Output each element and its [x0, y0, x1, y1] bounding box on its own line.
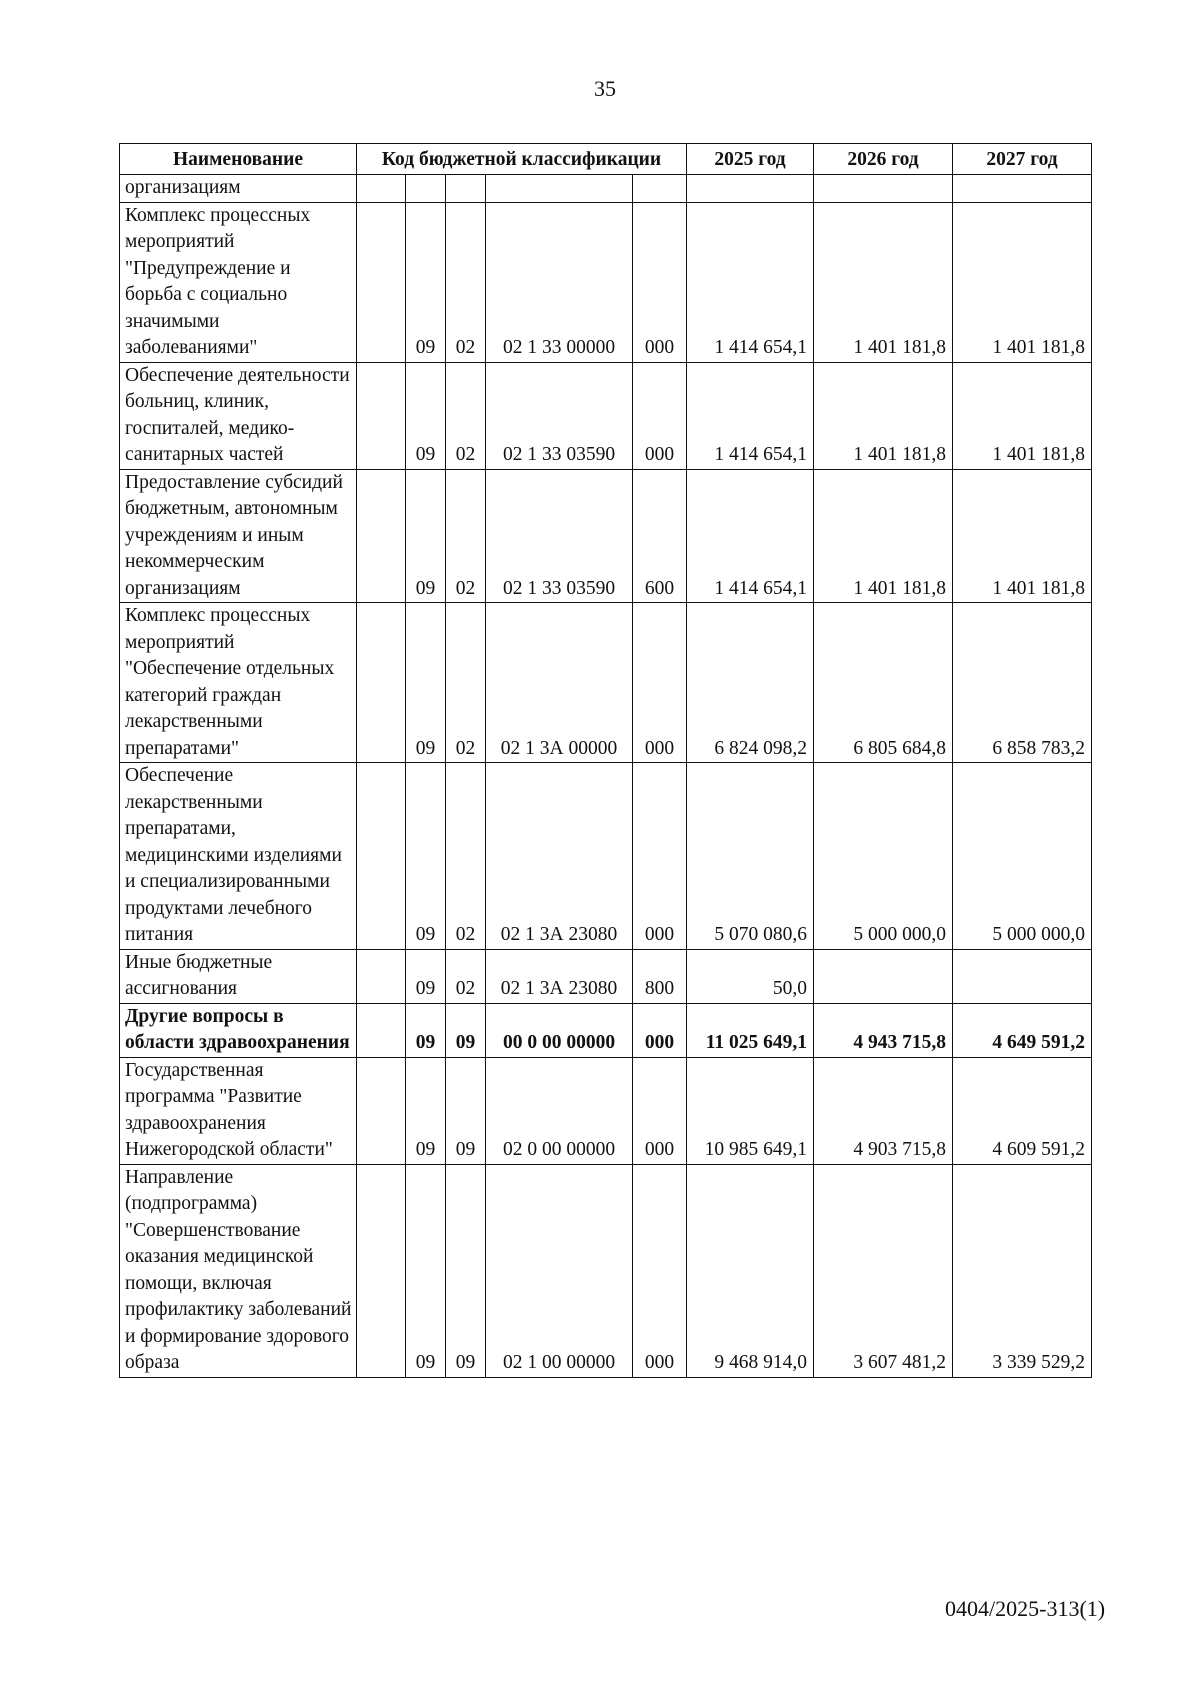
row-expense-type-code: 000: [633, 763, 687, 950]
row-expense-type-code: 000: [633, 1164, 687, 1377]
row-code-blank: [357, 1003, 406, 1057]
row-subsection-code: 02: [446, 202, 486, 362]
row-target-article-code: 02 0 00 00000: [486, 1057, 633, 1164]
header-name: Наименование: [120, 144, 357, 175]
row-subsection-code: 09: [446, 1057, 486, 1164]
row-amount-2026: 1 401 181,8: [814, 202, 953, 362]
row-amount-2027: [953, 949, 1092, 1003]
row-section-code: 09: [406, 763, 446, 950]
row-amount-2027: 1 401 181,8: [953, 469, 1092, 603]
row-amount-2026: 6 805 684,8: [814, 603, 953, 763]
row-amount-2025: 5 070 080,6: [687, 763, 814, 950]
page-number: 35: [594, 76, 616, 101]
row-expense-type-code: 000: [633, 1057, 687, 1164]
row-amount-2026: 1 401 181,8: [814, 469, 953, 603]
row-target-article-code: 02 1 33 00000: [486, 202, 633, 362]
row-section-code: 09: [406, 362, 446, 469]
budget-table: [119, 143, 1092, 1378]
row-target-article-code: 02 1 33 03590: [486, 362, 633, 469]
row-section-code: 09: [406, 202, 446, 362]
row-section-code: 09: [406, 949, 446, 1003]
row-name: Обеспечение лекарственными препаратами, медицинскими изделиями и специализированными продуктами лечебного питания: [120, 763, 357, 950]
table-header-row: [120, 144, 1092, 175]
row-amount-2025: 1 414 654,1: [687, 362, 814, 469]
row-target-article-code: 02 1 3А 00000: [486, 603, 633, 763]
row-subsection-code: 02: [446, 362, 486, 469]
continuation-text: организациям: [120, 175, 357, 203]
table-row: [120, 603, 1092, 763]
row-name: Другие вопросы в области здравоохранения: [120, 1003, 357, 1057]
row-subsection-code: 02: [446, 763, 486, 950]
row-code-blank: [357, 469, 406, 603]
row-amount-2025: 1 414 654,1: [687, 202, 814, 362]
row-target-article-code: 02 1 00 00000: [486, 1164, 633, 1377]
table-row: [120, 469, 1092, 603]
table-row: [120, 763, 1092, 950]
row-expense-type-code: 000: [633, 1003, 687, 1057]
row-name: Комплекс процессных мероприятий "Предупреждение и борьба с социально значимыми заболеваниями": [120, 202, 357, 362]
row-code-blank: [357, 603, 406, 763]
table-row: [120, 362, 1092, 469]
row-name: Предоставление субсидий бюджетным, автономным учреждениям и иным некоммерческим организациям: [120, 469, 357, 603]
row-name: Направление (подпрограмма) "Совершенствование оказания медицинской помощи, включая профилактику заболеваний и формирование здорового образа: [120, 1164, 357, 1377]
row-amount-2025: 6 824 098,2: [687, 603, 814, 763]
row-amount-2026: 1 401 181,8: [814, 362, 953, 469]
row-expense-type-code: 000: [633, 603, 687, 763]
row-subsection-code: 09: [446, 1003, 486, 1057]
row-expense-type-code: 000: [633, 362, 687, 469]
row-code-blank: [357, 949, 406, 1003]
row-subsection-code: 02: [446, 603, 486, 763]
table-row: [120, 1003, 1092, 1057]
row-target-article-code: 02 1 3А 23080: [486, 949, 633, 1003]
table-row: [120, 202, 1092, 362]
row-subsection-code: 02: [446, 949, 486, 1003]
row-name: Комплекс процессных мероприятий "Обеспечение отдельных категорий граждан лекарственными препаратами": [120, 603, 357, 763]
row-amount-2026: 3 607 481,2: [814, 1164, 953, 1377]
row-amount-2026: [814, 949, 953, 1003]
row-section-code: 09: [406, 1057, 446, 1164]
row-expense-type-code: 000: [633, 202, 687, 362]
row-section-code: 09: [406, 603, 446, 763]
row-section-code: 09: [406, 469, 446, 603]
header-2025: 2025 год: [687, 144, 814, 175]
row-subsection-code: 02: [446, 469, 486, 603]
continuation-row: [120, 175, 1092, 203]
row-amount-2025: 9 468 914,0: [687, 1164, 814, 1377]
row-amount-2027: 3 339 529,2: [953, 1164, 1092, 1377]
row-amount-2027: 4 609 591,2: [953, 1057, 1092, 1164]
row-section-code: 09: [406, 1164, 446, 1377]
row-amount-2025: 11 025 649,1: [687, 1003, 814, 1057]
row-name: Иные бюджетные ассигнования: [120, 949, 357, 1003]
header-2026: 2026 год: [814, 144, 953, 175]
document-code: 0404/2025-313(1): [945, 1596, 1106, 1621]
row-expense-type-code: 800: [633, 949, 687, 1003]
row-target-article-code: 00 0 00 00000: [486, 1003, 633, 1057]
row-amount-2027: 1 401 181,8: [953, 202, 1092, 362]
table-row: [120, 1164, 1092, 1377]
header-2027: 2027 год: [953, 144, 1092, 175]
row-amount-2026: 4 943 715,8: [814, 1003, 953, 1057]
row-amount-2027: 6 858 783,2: [953, 603, 1092, 763]
row-amount-2025: 1 414 654,1: [687, 469, 814, 603]
row-code-blank: [357, 1057, 406, 1164]
row-target-article-code: 02 1 3А 23080: [486, 763, 633, 950]
row-subsection-code: 09: [446, 1164, 486, 1377]
row-amount-2027: 5 000 000,0: [953, 763, 1092, 950]
row-name: Обеспечение деятельности больниц, клиник, госпиталей, медико-санитарных частей: [120, 362, 357, 469]
row-section-code: 09: [406, 1003, 446, 1057]
row-code-blank: [357, 202, 406, 362]
row-name: Государственная программа "Развитие здравоохранения Нижегородской области": [120, 1057, 357, 1164]
row-amount-2025: 10 985 649,1: [687, 1057, 814, 1164]
table-row: [120, 1057, 1092, 1164]
row-amount-2026: 5 000 000,0: [814, 763, 953, 950]
row-amount-2027: 1 401 181,8: [953, 362, 1092, 469]
header-code: Код бюджетной классификации: [357, 144, 687, 175]
row-amount-2026: 4 903 715,8: [814, 1057, 953, 1164]
row-target-article-code: 02 1 33 03590: [486, 469, 633, 603]
row-amount-2027: 4 649 591,2: [953, 1003, 1092, 1057]
row-code-blank: [357, 362, 406, 469]
row-code-blank: [357, 763, 406, 950]
row-amount-2025: 50,0: [687, 949, 814, 1003]
row-expense-type-code: 600: [633, 469, 687, 603]
table-row: [120, 949, 1092, 1003]
row-code-blank: [357, 1164, 406, 1377]
